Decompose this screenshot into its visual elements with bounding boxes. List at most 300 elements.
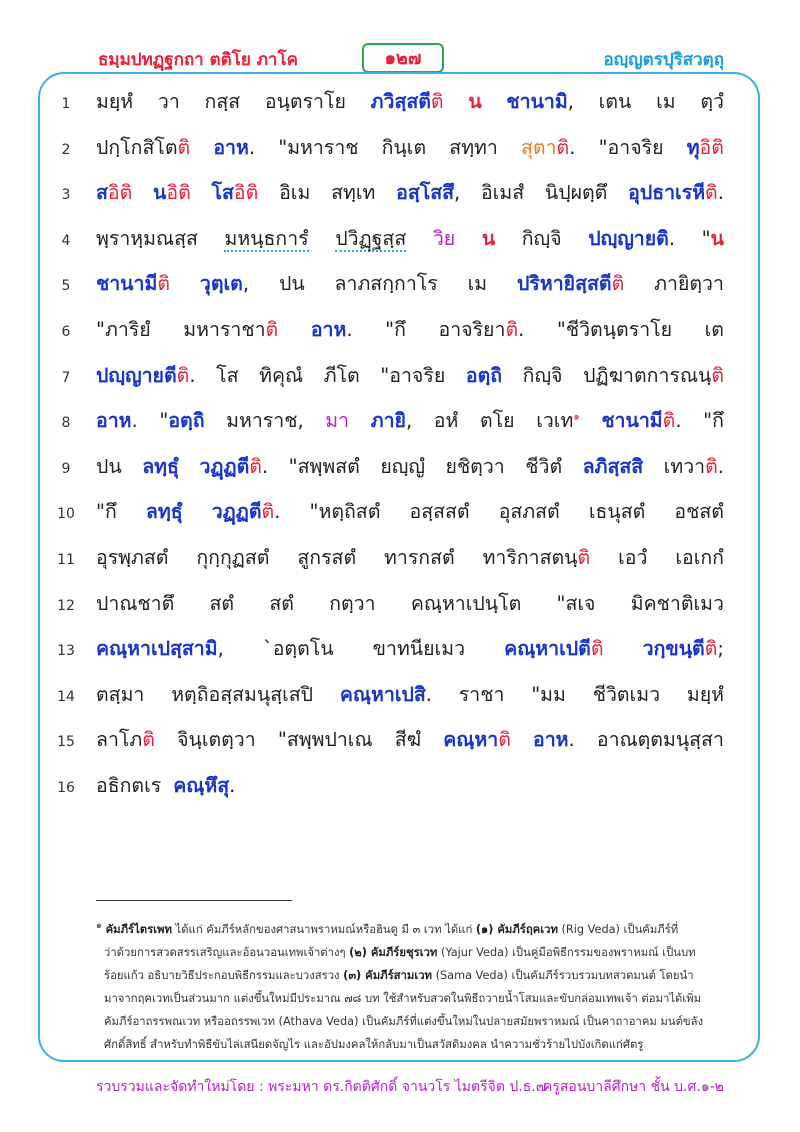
word [656,86,676,117]
word-segment: ติ [590,637,604,661]
text-line [96,132,724,176]
word [599,86,632,117]
word [439,314,525,345]
word [142,451,179,482]
word [297,542,356,573]
word-segment: ติ [265,318,279,341]
word-segment: อิติ [699,135,724,159]
word-segment: ทิคุณํ [259,363,304,387]
footnote-text: ว่าด้วยการสวดสรรเสริญและอ้อนวอนเทพเจ้าต่างๆ [104,945,350,959]
word-segment: กิญฺจิ [522,363,563,387]
word-segment: จินฺเตตฺวา [177,728,256,752]
word-segment: อิเมสํ [480,181,525,205]
word [183,314,278,345]
word-segment: อุปธาเรหี [628,181,706,205]
word-segment: คณฺหาเปสิ [339,682,426,706]
footnote-term: (๑) คัมภีร์ฤคเวท [475,922,558,936]
word-segment: ปกฺโกสิโต [96,135,178,159]
footnote-term: (๒) คัมภีร์ยชุรเวท [349,945,438,959]
word [96,405,138,436]
text-line [96,633,724,677]
line-number: 2 [61,141,71,158]
word-segment: . [261,454,269,478]
footnote-text: ร้อยแก้ว อธิบายวิธีประกอบพิธีกรรมและบวงสรวง [104,968,344,982]
word [443,724,511,755]
word [325,405,349,436]
text-line [96,496,724,540]
word-segment: ลาภสกฺกาโร [334,272,438,296]
word [324,360,360,391]
word-segment: คณฺหาเปสฺสามิ [96,637,218,661]
word [525,451,562,482]
word-segment: อสฺสสตํ [409,500,470,524]
word-segment: "มหาราช [278,135,359,159]
footnote-line [96,941,724,964]
word [213,132,255,163]
word-segment: ยญฺญํ [380,454,425,478]
footnote-text: มาจากฤคเวทเป็นส่วนมาก แต่งขึ้นใหม่มีประมาณ ๗๘ บท ใช้สำหรับสวดในพิธีถวายน้ำโสมและขับกล่อมเทพเจ้า ต่อมาได้เพิ่ม [104,991,702,1005]
word-segment: ตสฺมา [96,682,145,706]
word-segment: เวเท [536,409,574,433]
word [216,360,238,391]
word-segment: นิปฺผตฺตึ [544,181,608,205]
word-segment: ปริหายิสฺสตี [517,272,612,296]
word [331,177,375,208]
word-segment: กินฺเต [381,135,427,159]
text-line [96,268,724,312]
word-segment: วฏฺฏตี [211,500,262,524]
word [212,496,281,527]
footnote-line [96,914,724,941]
footnote-rule [96,900,292,901]
line-number: 16 [57,780,75,796]
word-segment: ชานามี [96,272,158,296]
word [96,223,198,254]
text-line [96,314,724,358]
word [583,360,724,391]
word [96,679,144,710]
word [675,542,724,573]
word-segment: ชานามี [601,409,663,433]
word-segment: พฺราหฺมณสฺส [96,226,198,250]
line-number: 5 [61,278,71,295]
word-segment: "มม [531,682,566,706]
footnote-text: คัมภีร์อาถรรพณเวท หรืออถรรพเวท (Athava Veda) เป็นคัมภีร์ที่แต่งขึ้นใหม่ในปลายสมัยพราหมณ์ เป็นคาถาอาคม มนต์ขลัง [104,1014,704,1028]
word-segment: , [454,181,461,205]
word [373,633,465,664]
word-segment: น [468,90,482,113]
word-segment: อตฺถิ [168,409,205,433]
word-segment: , [217,637,224,661]
word-segment: ติ [611,272,625,296]
word-segment: สตํ [209,591,235,615]
word-segment: ภายิ [370,409,406,433]
word-segment: ปน [278,272,305,296]
line-number: 11 [57,552,75,568]
word-segment: "อาจริย [598,135,664,159]
word [705,314,724,345]
word [96,268,170,299]
word [531,679,566,710]
word-segment: , [242,272,250,296]
word [583,451,644,482]
word [269,588,294,619]
word [687,679,724,710]
word [593,679,660,710]
word-segment: ภีโต [323,363,360,387]
word-segment: สีฆํ [394,728,422,752]
word-segment: " [701,226,711,250]
page-number-box: ๑๒๗ [362,43,444,73]
word-segment: โส [211,181,234,205]
word [449,132,498,163]
word-segment: อาห [310,318,347,341]
word-segment: "ชีวิตนฺตราโย [556,318,673,341]
word [265,86,346,117]
word-segment: เม [467,272,488,296]
word-segment: ติ [711,363,724,387]
footnote [96,914,724,1056]
word-segment: มหนฺธการํ [224,226,309,250]
word [481,177,524,208]
word [384,542,455,573]
word-segment: . [569,135,576,159]
line-number: 7 [61,369,71,386]
word [153,177,191,208]
word-segment: วุตฺเต [199,272,243,296]
word-segment: อาห [213,135,249,159]
word-segment: อุรพฺภสตํ [96,546,169,569]
word [468,86,481,117]
word-segment: อุสภสตํ [498,500,560,524]
line-number: 3 [61,187,71,204]
word [382,132,426,163]
word [329,588,375,619]
word-segment: หตฺถิอสฺสมนุสฺเสปิ [171,682,314,706]
footnote-term: (๓) คัมภีร์สามเวท [343,968,433,982]
word-segment: ภายิตฺวา [654,272,724,296]
footnote-number: ๑ [96,920,102,931]
word-segment: กตฺวา [329,591,376,615]
word [411,588,521,619]
word-segment: . [425,682,432,706]
word [523,360,563,391]
word [205,86,241,117]
line-number: 10 [57,506,75,523]
word [96,314,151,345]
word-segment: ตฺวํ [700,90,724,113]
word [96,724,155,755]
text-line [96,405,724,449]
word [385,314,406,345]
word [196,542,269,573]
word-segment: น [153,181,167,205]
line-number: 4 [61,232,71,249]
footnote-text: (Sama Veda) เป็นคัมภีร์รวบรวมบทสวดมนต์ โดยนำ [432,968,694,982]
word-segment: . [248,135,256,159]
word-segment: . [675,409,682,433]
word [654,268,724,299]
word-segment: อธิกตเร [96,774,162,797]
word [96,588,174,619]
word-segment: ราชา [458,682,505,706]
word-segment: อตฺถิ [465,363,503,387]
word-segment: . [346,318,353,341]
word [171,679,313,710]
word-segment: ชีวิตํ [525,454,563,478]
word [310,496,381,527]
word-segment: "อาจริย [380,363,446,387]
word [628,177,724,208]
word [643,633,724,664]
word [687,132,724,163]
line-number: 9 [61,460,71,477]
word [96,770,161,801]
word [199,451,268,482]
word-segment: คณฺหา [443,728,499,752]
text-line [96,588,724,632]
word-segment: เธนุสตํ [588,500,646,524]
word [177,724,256,755]
word [522,223,562,254]
word-segment: ติ [249,454,262,478]
header-left-title: ธมฺมปทฏฺฐกถา ตติโย ภาโค [98,50,298,70]
word-segment: "กึ [703,409,724,433]
word [396,177,460,208]
word-segment: "สพฺพสตํ [288,454,360,478]
word [340,679,432,710]
word-segment: "กึ [96,500,117,524]
line-number: 13 [57,643,75,660]
word [674,496,724,527]
header-right-title: อญฺญตรปุริสวตฺถุ [603,50,724,70]
word-segment: ลทฺธุํ [142,454,179,478]
word-segment: ติ [498,728,511,752]
word [395,724,421,755]
word [173,770,235,801]
word-segment: เอเกกํ [675,546,724,569]
text-line [96,223,724,267]
word-segment: ปญฺญายตี [96,363,177,387]
word-segment: . [131,409,138,433]
word [279,268,305,299]
word [146,496,183,527]
word-segment: . [668,226,676,250]
word [521,132,575,163]
word [480,405,515,436]
word-segment: สทฺเท [331,181,376,205]
text-line [96,360,724,404]
line-number: 1 [61,96,71,112]
word [371,86,444,117]
word-segment: เตน [598,90,632,113]
word [433,223,455,254]
word [545,177,607,208]
word [263,633,334,664]
word-segment: ติ [705,181,718,205]
footnote-text: (Yajur Veda) เป็นคู่มือพิธีกรรมของพราหมณ์ เป็นบท [437,945,696,959]
word [409,496,469,527]
word [210,588,235,619]
word-segment: อาห [533,728,569,752]
word [589,496,645,527]
word [335,268,438,299]
word [96,132,190,163]
text-line [96,86,724,130]
word-segment: น [710,226,724,250]
word-segment: ชานามิ [506,90,568,113]
word-segment: ภวิสฺสตี [370,90,431,113]
word-segment: "หตฺถิสตํ [309,500,381,524]
text-line [96,177,724,221]
word [289,451,360,482]
word-segment: เทวา [663,454,706,478]
word-segment: โส [216,363,239,387]
word-segment: . [189,363,196,387]
word-segment: ติ [261,500,275,524]
word-segment: มา [325,409,350,433]
word-segment: ติ [662,409,676,433]
word [557,588,596,619]
word [96,86,133,117]
word-segment: อาจริยา [438,318,506,341]
word [96,633,224,664]
word-segment: คณฺหึสุ [173,774,230,797]
word [601,405,681,436]
word-segment: อิติ [166,181,191,205]
word [466,360,502,391]
word [96,451,122,482]
footnote-text: ได้แก่ คัมภีร์หลักของศาสนาพราหมณ์หรือฮินดู มี ๓ เวท ได้แก่ [171,922,476,936]
word-segment: อิเม [279,181,311,205]
word-segment: ลภิสฺสสิ [582,454,644,478]
text-line [96,542,724,586]
word [434,405,459,436]
text-line [96,770,724,814]
word-segment: อาณตฺตมนุสฺสา [596,728,724,752]
word-segment: ติ [704,637,718,661]
word-segment: " [159,409,169,433]
word-segment: ปฏิฆาตการณนฺ [583,363,712,387]
word-segment: สตํ [269,591,294,615]
word [506,86,574,117]
word-segment: อสฺโสสึ [396,181,454,205]
word-segment: ลทฺธุํ [145,500,183,524]
footnote-line [96,987,724,1010]
word-segment: ติ [556,135,570,159]
word-segment: คณฺหาเปตี [504,637,591,661]
word-segment: วิย [432,226,456,250]
word [96,496,117,527]
word [279,177,310,208]
word-segment: วกฺขนฺตี [642,637,705,661]
word-segment: เต [704,318,724,341]
word [371,405,412,436]
word-segment: ปาณชาตึ [96,591,175,615]
word [446,451,505,482]
footnote-line [96,1010,724,1033]
word [533,724,575,755]
word-segment: มหาราช, [226,409,304,433]
word [536,405,580,436]
line-number: 14 [57,688,75,705]
footnote-line [96,1033,724,1056]
word-segment: ติ [705,454,718,478]
word-segment: มิคชาติเมว [630,591,724,615]
word [200,268,249,299]
word-segment: ปวิฏฺฐสฺส [335,226,407,250]
word [158,86,180,117]
word [664,451,724,482]
word [483,542,591,573]
word [482,223,495,254]
text-line [96,679,724,723]
word-segment: มยฺหํ [686,682,724,706]
word [631,588,724,619]
word-segment: ติ [157,272,170,296]
word-segment: อิติ [107,181,133,205]
word-segment: . [518,318,525,341]
word-segment: เม [656,90,676,113]
word [226,405,304,436]
text-line [96,451,724,495]
footer-left: รวบรวมและจัดทำใหม่โดย : พระมหา ดร.กิตติศักดิ์ จานวโร ไมตรีจิต ป.ธ.๗ [96,1079,547,1095]
word-segment: ทุ [686,135,700,159]
word [618,542,647,573]
word-segment: อาห [96,409,132,433]
word-segment: ติ [430,90,444,113]
line-number: 6 [61,324,71,340]
footnote-marker: ๑ [573,411,580,423]
word-segment: ติ [176,363,190,387]
word-segment: ติ [505,318,519,341]
word [96,177,132,208]
word-segment: . [717,181,724,205]
word-segment: อหํ [433,409,459,433]
word [96,360,196,391]
word [588,223,675,254]
word-segment: กิญฺจิ [521,226,562,250]
word-segment: กุกฺกุฏสตํ [196,546,270,569]
word [468,268,488,299]
word-segment: เอวํ [618,546,648,569]
word [557,314,672,345]
footnote-term: คัมภีร์ไตรเพท [105,922,172,936]
word [278,132,358,163]
line-number: 12 [57,597,75,614]
word-segment: น [481,226,496,250]
word-segment: ส [96,181,108,205]
word-segment: , [567,90,574,113]
word-segment: . [568,728,575,752]
word-segment: คณฺหาเปนฺโต [410,591,522,615]
word-segment: มหาราชา [183,318,266,341]
word-segment: ตโย [479,409,515,433]
word-segment: วา [157,90,180,113]
footnote-text: (Rig Veda) เป็นคัมภีร์ที่ [557,922,679,936]
footer-right: ครูสอนบาลีศึกษา ชั้น บ.ศ.๑-๒ [542,1079,724,1095]
word-segment: ติ [142,728,155,752]
word [96,542,168,573]
word-segment: สุตา [521,135,557,159]
footnote-line [96,964,724,987]
word [380,451,425,482]
footnote-text: ศักดิ์สิทธิ์ สำหรับทำพิธีขับไล่เสนียดจัญไร และอัปมงคลให้กลับมาเป็นสวัสดิมงคล นำความชั่วร้ายไปบังเกิดแก่ศัตรู [104,1037,644,1051]
word [259,360,303,391]
word-segment: "กึ [385,318,406,341]
word-segment: อชสตํ [674,500,724,524]
word [700,86,724,117]
